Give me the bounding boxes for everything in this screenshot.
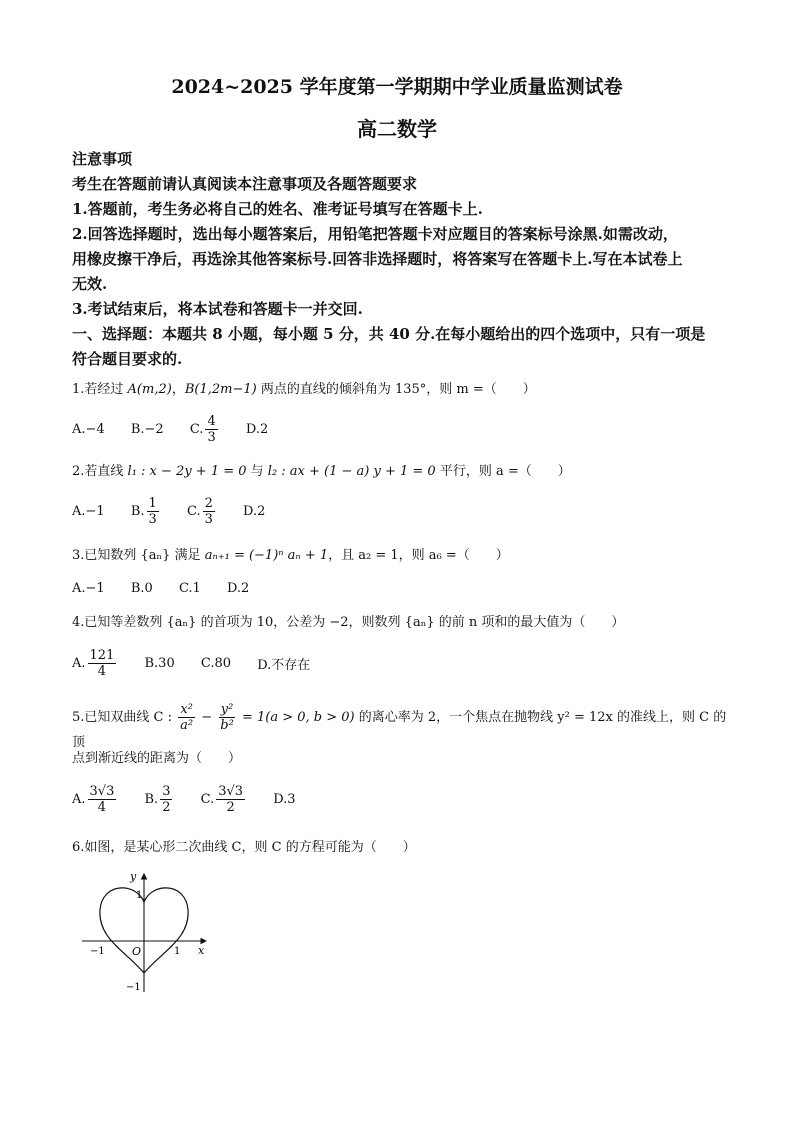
q5-option-a-fraction (88, 784, 117, 815)
q4-option-a-label: A. (72, 656, 86, 671)
q2-option-c (187, 496, 217, 527)
q2-line-1: l₁ : x − 2y + 1 = 0 (127, 464, 247, 479)
q4-option-c: C.80 (200, 656, 232, 671)
q4-option-d: D.不存在 (257, 658, 311, 673)
q4-option-a-numerator: 121 (89, 648, 115, 663)
x-tick-right: 1 (174, 946, 181, 957)
notice-item-3: 3.考试结束后，将本试卷和答题卡一并交回. (72, 300, 363, 318)
q3-option-c: C.1 (178, 581, 201, 596)
question-5-stem (72, 702, 732, 753)
q5-option-b-numerator: 3 (162, 784, 171, 799)
q1-point-b: B(1,2m−1) (184, 382, 257, 397)
q5-fraction-x-numerator: x² (180, 702, 193, 717)
q1-middle: 两点的直线的倾斜角为 (256, 382, 395, 397)
q4-option-a-denominator: 4 (97, 664, 107, 679)
q1-point-a: A(m,2) (127, 382, 172, 397)
y-tick-bottom: −1 (126, 982, 141, 993)
q1-option-a: A.−4 (72, 422, 105, 437)
q1-option-c-denominator: 3 (207, 430, 216, 445)
q2-option-c-label: C. (186, 504, 201, 519)
q5-option-b-label: B. (144, 792, 159, 807)
q1-option-c-numerator: 4 (207, 414, 216, 429)
q1-option-c (190, 414, 220, 445)
q5-option-b (145, 784, 175, 815)
q4-option-a (72, 648, 118, 679)
question-3-options (72, 581, 271, 596)
notice-intro: 考生在答题前请认真阅读本注意事项及各题答题要求 (72, 175, 418, 193)
question-5-stem-line-2: 点到渐近线的距离为（ ） (72, 751, 242, 766)
q3-middle: ，且 a₂ = 1 (328, 548, 399, 563)
notice-item-2-line-3: 无效. (72, 275, 108, 293)
q5-option-a-numerator: 3√3 (89, 784, 115, 799)
question-2-stem (72, 462, 732, 482)
section-heading-line-2: 符合题目要求的. (72, 350, 183, 368)
question-1-options (72, 414, 290, 445)
q5-fraction-y-numerator: y² (220, 702, 234, 717)
question-4-stem: 4.已知等差数列 {aₙ} 的首项为 10，公差为 −2，则数列 {aₙ} 的前 n 项和的最大值为（ ） (72, 615, 625, 630)
q5-option-c-numerator: 3√3 (218, 784, 244, 799)
question-1-stem (72, 380, 732, 400)
q2-option-b-denominator: 3 (148, 512, 157, 527)
exam-subject: 高二数学 (357, 117, 437, 141)
notice-item-2-line-2: 用橡皮擦干净后，再选涂其他答案标号.回答非选择题时，将答案写在答题卡上.写在本试卷上 (72, 250, 683, 268)
q3-formula: aₙ₊₁ = (−1)ⁿ aₙ + 1 (204, 548, 329, 563)
q1-option-c-fraction (205, 414, 217, 445)
q2-option-c-denominator: 3 (204, 512, 213, 527)
q2-option-b-fraction (147, 496, 159, 527)
origin-label: O (132, 945, 142, 958)
q2-suffix: 平行，则 a =（ ） (435, 464, 571, 479)
q5-minus: − (197, 710, 217, 725)
q3-option-a: A.−1 (72, 581, 105, 596)
q5-fraction-x (178, 702, 195, 733)
q5-prefix: 5.已知双曲线 C : (72, 710, 177, 725)
q5-option-b-denominator: 2 (162, 800, 171, 815)
q3-option-d: D.2 (226, 581, 250, 596)
q5-option-a-label: A. (72, 792, 86, 807)
q2-option-a: A.−1 (72, 504, 105, 519)
q5-option-c-denominator: 2 (226, 800, 235, 815)
notice-item-1: 1.答题前，考生务必将自己的姓名、准考证号填写在答题卡上. (72, 200, 483, 218)
q3-suffix: ，则 a₆ =（ ） (398, 548, 509, 563)
q5-option-a (72, 784, 118, 815)
q5-option-c-label: C. (200, 792, 215, 807)
q2-option-b-numerator: 1 (148, 496, 157, 511)
q2-option-c-numerator: 2 (204, 496, 213, 511)
q1-angle: 135° (394, 382, 427, 397)
q5-fraction-y (218, 702, 236, 733)
x-tick-left: −1 (90, 946, 105, 957)
q5-condition: = 1(a > 0, b > 0) (237, 710, 355, 725)
y-axis-label: y (130, 870, 137, 883)
q1-sep: ， (171, 382, 185, 397)
q2-line-2: l₂ : ax + (1 − a) y + 1 = 0 (267, 464, 436, 479)
notice-heading: 注意事项 (72, 150, 133, 168)
section-heading-line-1: 一、选择题：本题共 8 小题，每小题 5 分，共 40 分.在每小题给出的四个选项中，只有一项是 (72, 325, 706, 343)
q1-option-d: D.2 (245, 422, 269, 437)
q5-middle: 的离心率为 2，一个焦点在抛物线 y² = 12x 的准线上，则 C 的顶 (72, 710, 727, 750)
question-4-options (72, 648, 332, 679)
q4-option-a-fraction (88, 648, 117, 679)
x-axis-label: x (198, 944, 205, 957)
q1-prefix: 1.若经过 (72, 382, 128, 397)
q2-option-b (131, 496, 161, 527)
q3-option-b: B.0 (130, 581, 153, 596)
q2-prefix: 2.若直线 (72, 464, 128, 479)
q5-fraction-y-denominator: b² (220, 718, 234, 733)
question-5-options (72, 784, 318, 815)
q1-option-c-label: C. (189, 422, 204, 437)
y-tick-top: 1 (136, 890, 143, 901)
q4-option-b: B.30 (144, 656, 175, 671)
question-3-stem (72, 546, 732, 566)
q5-option-c (201, 784, 247, 815)
q3-prefix: 3.已知数列 {aₙ} 满足 (72, 548, 205, 563)
q2-middle: 与 (246, 464, 268, 479)
q5-option-c-fraction (216, 784, 245, 815)
q5-option-d: D.3 (273, 792, 296, 807)
q2-option-c-fraction (203, 496, 215, 527)
q2-option-b-label: B. (130, 504, 145, 519)
q2-option-d: D.2 (242, 504, 266, 519)
question-2-options (72, 496, 287, 527)
q5-option-a-denominator: 4 (97, 800, 107, 815)
question-6-stem: 6.如图，是某心形二次曲线 C，则 C 的方程可能为（ ） (72, 840, 416, 855)
heart-curve-figure (78, 868, 213, 998)
notice-block (72, 147, 732, 372)
q1-suffix: ，则 m =（ ） (426, 382, 536, 397)
exam-title: 2024~2025 学年度第一学期期中学业质量监测试卷 (171, 76, 623, 98)
q5-fraction-x-denominator: a² (180, 718, 194, 733)
q5-option-b-fraction (160, 784, 172, 815)
q1-option-b: B.−2 (130, 422, 164, 437)
notice-item-2-line-1: 2.回答选择题时，选出每小题答案后，用铅笔把答题卡对应题目的答案标号涂黑.如需改动， (72, 225, 678, 243)
